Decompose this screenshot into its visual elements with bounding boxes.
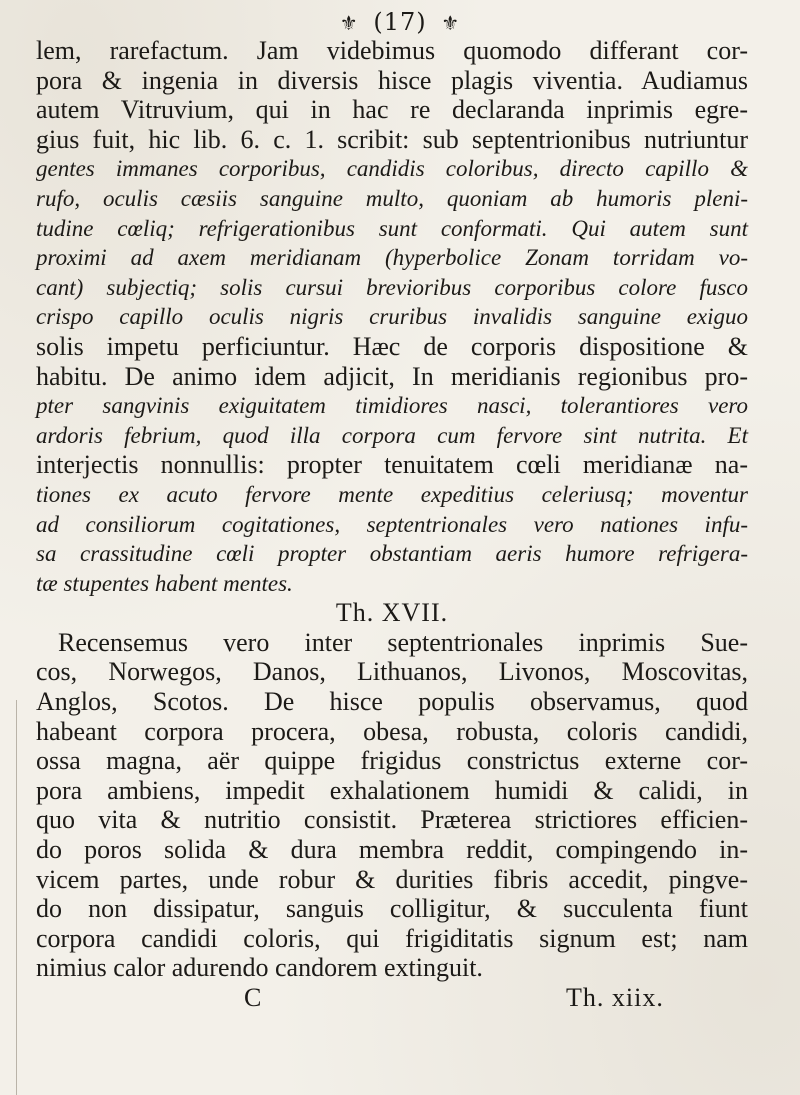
text-line: rufo, oculis cæsiis sanguine multo, quoniam ab humoris pleni- (36, 185, 748, 211)
text-line: proximi ad axem meridianam (hyperbolice Zonam torridam vo- (36, 245, 748, 271)
text-line: do non dissipatur, sanguis colligitur, & succulenta fiunt (36, 894, 748, 924)
text-line: Recensemus vero inter septentrionales inprimis Sue- (58, 627, 748, 657)
text-line: quo vita & nutritio consistit. Præterea strictiores efficien- (36, 805, 748, 835)
text-line: sa crassitudine cœli propter obstantiam aeris humore refrigera- (36, 541, 748, 567)
text-line: solis impetu perficiuntur. Hæc de corporis dispositione & (36, 331, 748, 361)
page-header (0, 8, 800, 36)
section-heading: Th. XVII. (335, 598, 449, 628)
text-line: habeant corpora procera, obesa, robusta, coloris candidi, (36, 716, 748, 746)
text-line: gentes immanes corporibus, candidis coloribus, directo capillo & (36, 156, 748, 182)
text-line: autem Vitruvium, qui in hac re declaranda inprimis egre- (36, 95, 748, 125)
text-line: ad consiliorum cogitationes, septentrionales vero nationes infu- (36, 511, 748, 537)
text-line: lem, rarefactum. Jam videbimus quomodo differant cor- (36, 36, 748, 65)
text-line: pora ambiens, impedit exhalationem humidi & calidi, in (36, 775, 748, 805)
fleuron-right-icon: ⚜ (441, 11, 461, 35)
text-line: cant) subjectiq; solis cursui brevioribus corporibus colore fusco (36, 274, 748, 300)
text-line: pora & ingenia in diversis hisce plagis viventia. Audiamus (36, 65, 748, 95)
text-line: cos, Norwegos, Danos, Lithuanos, Livonos, Moscovitas, (36, 657, 748, 687)
text-line: habitu. De animo idem adjicit, In meridianis regionibus pro- (36, 361, 748, 391)
catchword: Th. xiix. (566, 983, 664, 1012)
text-line: tiones ex acuto fervore mente expeditius celeriusq; moventur (36, 481, 748, 507)
body-text (36, 36, 748, 1013)
text-line: crispo capillo oculis nigris cruribus invalidis sanguine exiguo (36, 304, 748, 330)
text-line: Anglos, Scotos. De hisce populis observamus, quod (36, 687, 748, 717)
text-line: do poros solida & dura membra reddit, compingendo in- (36, 835, 748, 865)
paragraph-2 (36, 628, 748, 983)
text-line: corpora candidi coloris, qui frigiditatis signum est; nam (36, 923, 748, 953)
text-line: tæ stupentes habent mentes. (36, 570, 293, 596)
text-line: ossa magna, aër quippe frigidus constrictus externe cor- (36, 746, 748, 776)
text-line: pter sangvinis exiguitatem timidiores nasci, tolerantiores vero (36, 393, 748, 419)
page-number: (17) (373, 8, 427, 36)
paragraph-1 (36, 36, 748, 598)
signature-mark: C (244, 983, 262, 1012)
page-edge-line (16, 700, 17, 1095)
text-line: interjectis nonnullis: propter tenuitatem cœli meridianæ na- (36, 450, 748, 480)
fleuron-left-icon: ⚜ (339, 11, 359, 35)
text-line: tudine cœliq; refrigerationibus sunt conformati. Qui autem sunt (36, 215, 748, 241)
page-footer (36, 983, 748, 1013)
text-line: ardoris febrium, quod illa corpora cum fervore sint nutrita. Et (36, 422, 748, 448)
text-line: nimius calor adurendo candorem extinguit. (36, 953, 483, 983)
text-line: gius fuit, hic lib. 6. c. 1. scribit: sub septentrionibus nutriuntur (36, 124, 748, 154)
text-line: vicem partes, unde robur & durities fibris accedit, pingve- (36, 864, 748, 894)
